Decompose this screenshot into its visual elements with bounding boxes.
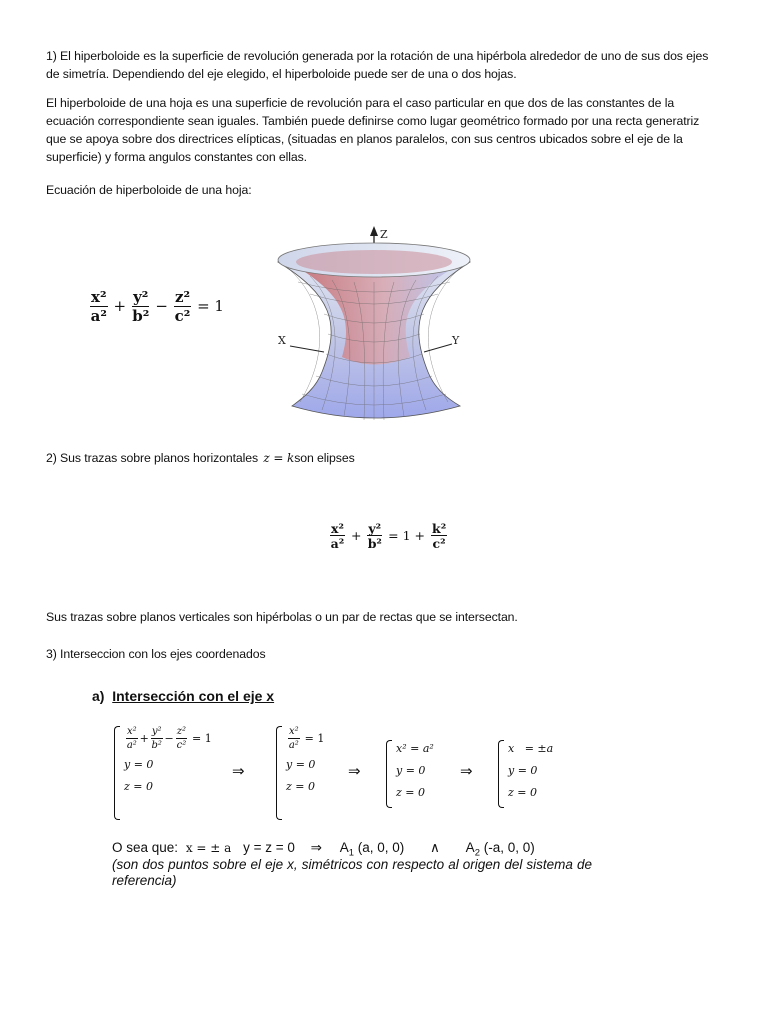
tr-y2: y² <box>368 521 382 536</box>
tr-k2: k² <box>432 521 447 536</box>
conclusion-note: (son dos puntos sobre el eje x, simétricos con respecto al origen del sistema de referencia) <box>112 857 592 888</box>
z-axis-arrow-icon <box>370 226 378 236</box>
system-4-brace <box>498 740 504 808</box>
point-a2: $A_2$ (-a, 0, 0) <box>465 840 535 859</box>
system-4 <box>498 738 578 808</box>
conclusion-line <box>112 840 535 859</box>
eq-op1: + <box>113 297 127 316</box>
implies-arrow-1: ⇒ <box>232 762 245 780</box>
eq-c2: c² <box>174 306 191 325</box>
system-3-row-2: y = 0 <box>396 764 426 777</box>
equation-traces <box>328 522 449 551</box>
system-1 <box>114 724 234 812</box>
hyperboloid-figure <box>270 222 480 432</box>
system-4-row-2: y = 0 <box>508 764 538 777</box>
system-2 <box>276 724 346 812</box>
system-1-row-3: z = 0 <box>124 780 154 793</box>
x-axis-label: X <box>278 334 286 347</box>
tr-eq: = 1 + <box>388 527 426 543</box>
section-a-label: a) <box>92 688 105 704</box>
implies-arrow-3: ⇒ <box>460 762 473 780</box>
hyperboloid-inner-wall <box>302 270 450 365</box>
tr-b2: b² <box>367 536 382 552</box>
paragraph-definition: 1) El hiperboloide es la superficie de revolución generada por la rotación de una hipérbola alrededor de uno de sus dos ejes de simetría. Dependiendo del eje elegido, el hiperboloide puede ser de una o dos hojas. <box>46 49 709 81</box>
section-a-heading <box>92 688 274 704</box>
traces-text-after: son elipses <box>294 451 355 465</box>
paragraph-one-sheet: El hiperboloide de una hoja es una superficie de revolución para el caso particular en que dos de las constantes de la ecuación correspondiente sean iguales. También puede definirse como lugar geométrico formado por una recta generatriz que se apoya sobre dos directrices elípticas, (situadas en planos paralelos, con sus centros ubicados sobre el eje de la superficie) y forma angulos constantes con ellas. <box>46 96 700 164</box>
tr-x2: x² <box>331 521 344 536</box>
traces-inline-math: z = k <box>263 451 295 465</box>
system-2-row-3: z = 0 <box>286 780 316 793</box>
equation-hyperboloid <box>88 290 228 324</box>
paragraph-axes-intersection: 3) Interseccion con los ejes coordenados <box>46 647 266 661</box>
paragraph-horizontal-traces <box>46 449 722 467</box>
paragraph-equation-title: Ecuación de hiperboloide de una hoja: <box>46 183 252 197</box>
y-axis-label: Y <box>452 334 460 347</box>
system-3-row-3: z = 0 <box>396 786 426 799</box>
implies-arrow-2: ⇒ <box>348 762 361 780</box>
wedge-symbol: ∧ <box>430 840 440 855</box>
hyperboloid-top-opening <box>296 250 452 274</box>
conclusion-yz: y = z = 0 <box>243 840 295 855</box>
system-2-row-1: $\frac{\text{x²}}{\text{a²}}$ = 1 <box>288 726 325 751</box>
conclusion-arrow: ⇒ <box>310 840 322 855</box>
eq-y2: y² <box>133 288 149 306</box>
eq-rhs: = 1 <box>197 297 224 316</box>
eq-x2: x² <box>91 288 107 306</box>
system-4-row-3: z = 0 <box>508 786 538 799</box>
paragraph-vertical-traces: Sus trazas sobre planos verticales son hipérbolas o un par de rectas que se intersectan. <box>46 610 518 624</box>
system-1-row-2: y = 0 <box>124 758 154 771</box>
eq-op2: − <box>155 297 168 316</box>
z-axis-label: Z <box>380 228 388 241</box>
system-3 <box>386 738 456 808</box>
eq-b2: b² <box>132 306 150 325</box>
conclusion-label: O sea que: <box>112 840 179 855</box>
conclusion-x: x = ± a <box>185 841 232 855</box>
system-3-brace <box>386 740 392 808</box>
system-1-brace <box>114 726 120 820</box>
tr-c2: c² <box>432 536 446 552</box>
tr-a2: a² <box>330 536 345 552</box>
system-2-brace <box>276 726 282 820</box>
y-axis-line <box>424 344 452 352</box>
eq-z2: z² <box>174 288 191 306</box>
system-1-row-1: $\frac{\text{x²}}{\text{a²}}$ + $\frac{\text{y²}}{\text{b²}}$ − $\frac{\text{z²}}{\text{c²}}$ = 1 <box>126 726 212 751</box>
system-2-row-2: y = 0 <box>286 758 316 771</box>
point-a1: $A_1$ (a, 0, 0) <box>339 840 405 859</box>
section-a-title: Intersección con el eje x <box>112 688 275 704</box>
tr-op1: + <box>350 527 362 543</box>
eq-a2: a² <box>90 306 107 325</box>
traces-text-before: 2) Sus trazas sobre planos horizontales <box>46 451 262 465</box>
system-4-row-1: x = ±a <box>508 742 554 755</box>
system-3-row-1: x² = a² <box>396 742 434 755</box>
